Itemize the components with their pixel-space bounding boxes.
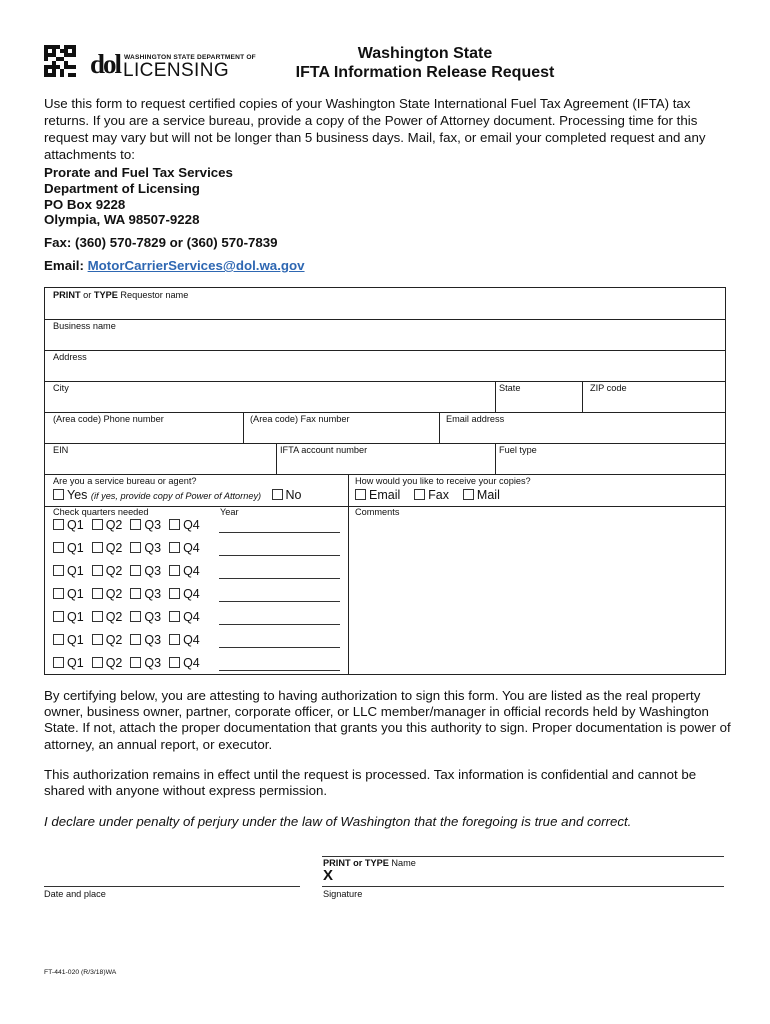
quarter-label: Q1 — [67, 564, 84, 578]
quarter-label: Q1 — [67, 587, 84, 601]
quarter-checkbox[interactable] — [53, 634, 64, 645]
dol-logo-mark: dol — [90, 49, 121, 79]
quarter-row — [53, 518, 208, 532]
no-checkbox[interactable] — [272, 489, 283, 500]
fax-numbers: Fax: (360) 570-7829 or (360) 570-7839 — [44, 235, 278, 250]
quarter-label: Q4 — [183, 541, 200, 555]
perjury-declaration: I declare under penalty of perjury under the law of Washington that the foregoing is true and correct. — [44, 814, 632, 829]
title-line-2: IFTA Information Release Request — [295, 64, 555, 81]
year-input-line[interactable] — [219, 578, 340, 579]
signature-x-mark: X — [323, 867, 334, 884]
quarter-label: Q4 — [183, 633, 200, 647]
qr-code-icon — [44, 45, 76, 77]
quarter-row — [53, 633, 208, 647]
intro-paragraph: Use this form to request certified copies of your Washington State International Fuel Tax Agreement (IFTA) tax returns. If you are a service bureau, provide a copy of the Power of Attorney document. Processing time for this request may vary but will not be longer than 5 business days. Mail, fax, or email your completed request and any attachments to: — [44, 96, 706, 162]
logo-department-text: WASHINGTON STATE DEPARTMENT OF — [124, 54, 256, 61]
quarter-checkbox[interactable] — [92, 588, 103, 599]
quarter-checkbox[interactable] — [130, 657, 141, 668]
mailing-address — [44, 165, 233, 228]
fuel-type-field[interactable]: Fuel type — [499, 445, 537, 455]
quarter-row — [53, 656, 208, 670]
year-input-line[interactable] — [219, 624, 340, 625]
form-number: FT-441-020 (R/3/18)WA — [44, 969, 117, 976]
request-form — [44, 287, 726, 675]
state-field[interactable]: State — [499, 383, 521, 393]
quarter-checkbox[interactable] — [92, 519, 103, 530]
quarter-checkbox[interactable] — [169, 611, 180, 622]
quarter-checkbox[interactable] — [53, 657, 64, 668]
print-name-field[interactable]: PRINT or TYPE Name — [323, 858, 416, 868]
quarter-checkbox[interactable] — [169, 634, 180, 645]
quarter-label: Q3 — [144, 633, 162, 647]
email-checkbox[interactable] — [355, 489, 366, 500]
quarter-label: Q1 — [67, 541, 84, 555]
email-label: Email: — [44, 258, 88, 273]
quarter-label: Q3 — [144, 541, 162, 555]
zip-field[interactable]: ZIP code — [590, 383, 627, 393]
quarter-checkbox[interactable] — [130, 634, 141, 645]
quarter-checkbox[interactable] — [92, 565, 103, 576]
quarter-label: Q3 — [144, 564, 162, 578]
quarter-label: Q2 — [105, 587, 123, 601]
quarter-label: Q4 — [183, 518, 200, 532]
comments-field[interactable]: Comments — [355, 507, 400, 517]
address-line-2: Department of Licensing — [44, 180, 200, 196]
quarter-label: Q3 — [144, 587, 162, 601]
quarter-row — [53, 587, 208, 601]
quarter-checkbox[interactable] — [53, 611, 64, 622]
quarter-checkbox[interactable] — [53, 565, 64, 576]
quarter-checkbox[interactable] — [169, 588, 180, 599]
quarter-checkbox[interactable] — [130, 611, 141, 622]
date-place-field[interactable]: Date and place — [44, 889, 106, 899]
business-name-field[interactable]: Business name — [53, 321, 116, 331]
quarter-checkbox[interactable] — [92, 634, 103, 645]
service-bureau-question: Are you a service bureau or agent? — [53, 476, 197, 486]
year-label: Year — [220, 507, 239, 517]
quarter-checkbox[interactable] — [53, 542, 64, 553]
quarter-checkbox[interactable] — [130, 519, 141, 530]
ein-field[interactable]: EIN — [53, 445, 69, 455]
quarter-checkbox[interactable] — [92, 611, 103, 622]
quarter-checkbox[interactable] — [130, 588, 141, 599]
quarter-label: Q2 — [105, 518, 123, 532]
email-link[interactable]: MotorCarrierServices@dol.wa.gov — [87, 258, 305, 273]
quarter-checkbox[interactable] — [92, 657, 103, 668]
quarter-label: Q1 — [67, 633, 84, 647]
quarter-checkbox[interactable] — [130, 542, 141, 553]
address-line-1: Prorate and Fuel Tax Services — [44, 165, 233, 180]
title-line-1: Washington State — [357, 45, 493, 62]
quarter-label: Q2 — [105, 633, 123, 647]
quarter-label: Q4 — [183, 587, 200, 601]
year-input-line[interactable] — [219, 555, 340, 556]
fax-checkbox[interactable] — [414, 489, 425, 500]
quarter-checkbox[interactable] — [92, 542, 103, 553]
logo-licensing-text: LICENSING — [123, 60, 230, 81]
form-title — [250, 44, 600, 82]
year-input-line[interactable] — [219, 532, 340, 533]
quarter-label: Q3 — [144, 656, 162, 670]
yes-label: Yes — [67, 488, 88, 502]
quarter-checkbox[interactable] — [53, 519, 64, 530]
quarter-checkbox[interactable] — [169, 519, 180, 530]
year-input-line[interactable] — [219, 601, 340, 602]
check-quarters-label: Check quarters needed — [53, 507, 149, 517]
address-line-3: PO Box 9228 — [44, 196, 126, 212]
email-field[interactable]: Email address — [446, 414, 505, 424]
quarter-checkbox[interactable] — [169, 565, 180, 576]
service-bureau-options — [53, 488, 302, 502]
yes-note: (if yes, provide copy of Power of Attorney) — [90, 491, 262, 501]
signature-field[interactable]: Signature — [323, 889, 363, 899]
phone-field[interactable]: (Area code) Phone number — [53, 414, 164, 424]
quarter-label: Q1 — [67, 656, 84, 670]
receive-copies-question: How would you like to receive your copies? — [355, 476, 531, 486]
quarter-label: Q3 — [144, 610, 162, 624]
quarter-label: Q2 — [105, 541, 123, 555]
address-field[interactable]: Address — [53, 352, 87, 362]
ifta-account-field[interactable]: IFTA account number — [280, 445, 368, 455]
quarter-checkbox[interactable] — [130, 565, 141, 576]
quarter-label: Q1 — [67, 610, 84, 624]
authorization-paragraph: This authorization remains in effect until the request is processed. Tax information is confidential and cannot be shared with anyone without express permission. — [44, 767, 697, 799]
dol-logo — [90, 46, 256, 81]
quarter-label: Q2 — [105, 656, 123, 670]
year-input-line[interactable] — [219, 670, 340, 671]
quarter-label: Q4 — [183, 564, 200, 578]
quarter-row — [53, 564, 208, 578]
no-label: No — [285, 488, 302, 502]
quarter-label: Q4 — [183, 656, 200, 670]
city-field[interactable]: City — [53, 383, 69, 393]
quarter-label: Q1 — [67, 518, 84, 532]
quarter-label: Q3 — [144, 518, 162, 532]
quarter-checkbox[interactable] — [169, 657, 180, 668]
quarter-row — [53, 541, 208, 555]
quarter-row — [53, 610, 208, 624]
quarter-checkbox[interactable] — [53, 588, 64, 599]
certification-paragraph: By certifying below, you are attesting to having authorization to sign this form. You are listed as the real property owner, business owner, partner, corporate officer, or LLC member/manager in official records held by Washington State. If not, attach the proper documentation that grants you this authority to sign. Proper documentation is power of attorney, an annual report, or executor. — [44, 688, 731, 752]
year-input-line[interactable] — [219, 647, 340, 648]
requestor-name-field[interactable]: PRINT or TYPE Requestor name — [53, 290, 189, 300]
quarter-label: Q2 — [105, 564, 123, 578]
quarter-checkbox[interactable] — [169, 542, 180, 553]
receive-copies-options: Email Fax Mail — [355, 488, 500, 502]
quarter-label: Q4 — [183, 610, 200, 624]
address-line-4: Olympia, WA 98507-9228 — [44, 212, 200, 228]
mail-checkbox[interactable] — [463, 489, 474, 500]
quarter-label: Q2 — [105, 610, 123, 624]
email-line — [44, 258, 305, 273]
fax-field[interactable]: (Area code) Fax number — [250, 414, 350, 424]
yes-checkbox[interactable] — [53, 489, 64, 500]
